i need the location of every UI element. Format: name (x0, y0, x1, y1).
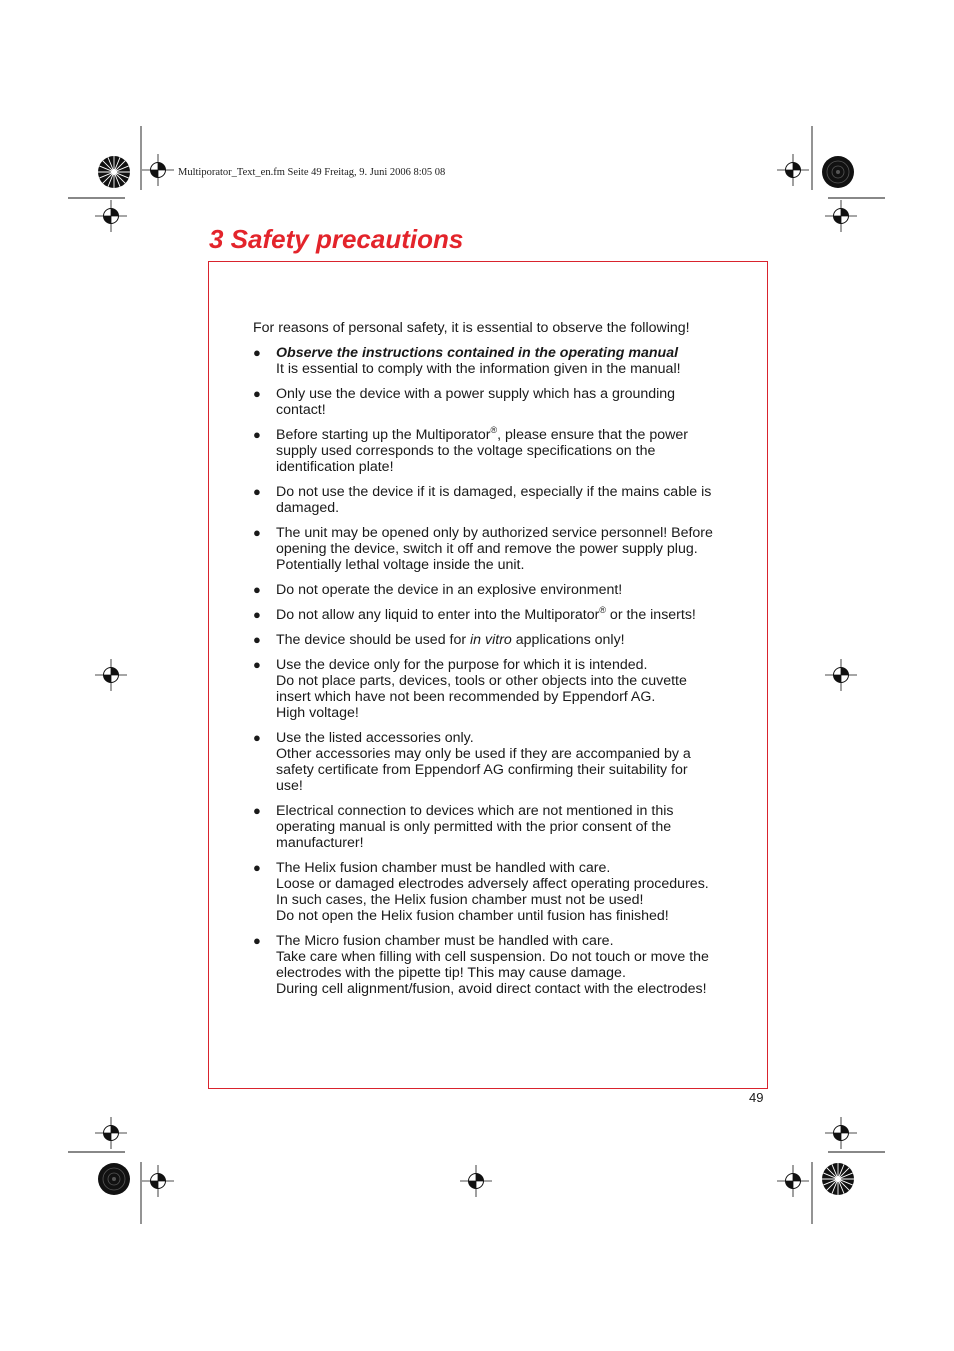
intro-text: For reasons of personal safety, it is essential to observe the following! (253, 320, 690, 336)
bullet-icon: ● (253, 730, 261, 745)
list-item (253, 345, 725, 377)
print-header-file-info: Multiporator_Text_en.fm Seite 49 Freitag, 9. Juni 2006 8:05 08 (178, 167, 446, 178)
item-line: insert which have not been recommended by Eppendorf AG. (276, 689, 656, 705)
item-line: supply used corresponds to the voltage specifications on the (276, 443, 656, 459)
item-text: Do not allow any liquid to enter into the Multiporator (276, 607, 600, 623)
bullet-icon: ● (253, 803, 261, 818)
bullet-icon: ● (253, 525, 261, 540)
page-title: 3 Safety precautions (209, 224, 464, 254)
list-item (253, 484, 725, 516)
item-line: Electrical connection to devices which are not mentioned in this (276, 803, 674, 819)
item-line: The Micro fusion chamber must be handled with care. (276, 933, 614, 949)
item-line: In such cases, the Helix fusion chamber must not be used! (276, 892, 644, 908)
item-line: Do not place parts, devices, tools or other objects into the cuvette (276, 673, 687, 689)
list-item (253, 427, 725, 475)
item-text: Before starting up the Multiporator (276, 427, 491, 443)
item-line: safety certificate from Eppendorf AG confirming their suitability for (276, 762, 688, 778)
bullet-icon: ● (253, 860, 261, 875)
item-line: Do not operate the device in an explosive environment! (276, 582, 623, 598)
item-line (276, 427, 725, 443)
item-line: use! (276, 778, 303, 794)
bullet-icon: ● (253, 582, 261, 597)
list-item (253, 657, 725, 721)
list-item (253, 525, 725, 573)
item-text: The device should be used for (276, 632, 471, 648)
bullet-icon: ● (253, 657, 261, 672)
item-line: opening the device, switch it off and remove the power supply plug. (276, 541, 698, 557)
item-line: damaged. (276, 500, 340, 516)
item-line: Use the listed accessories only. (276, 730, 474, 746)
item-line: During cell alignment/fusion, avoid direct contact with the electrodes! (276, 981, 707, 997)
bullet-icon: ● (253, 484, 261, 499)
bullet-icon: ● (253, 632, 261, 647)
bullet-icon: ● (253, 933, 261, 948)
item-line: Do not open the Helix fusion chamber until fusion has finished! (276, 908, 669, 924)
list-item (253, 730, 725, 794)
item-text: , please ensure that the power (497, 427, 689, 443)
item-line: Only use the device with a power supply which has a grounding (276, 386, 676, 402)
item-line (276, 632, 725, 648)
list-item (253, 803, 725, 851)
item-line: identification plate! (276, 459, 394, 475)
item-line: High voltage! (276, 705, 359, 721)
item-text: or the inserts! (605, 607, 696, 623)
list-item (253, 607, 725, 623)
bullet-icon: ● (253, 607, 261, 622)
item-line: operating manual is only permitted with the prior consent of the (276, 819, 672, 835)
bullet-icon: ● (253, 345, 261, 360)
item-line: Take care when filling with cell suspension. Do not touch or move the (276, 949, 709, 965)
bullet-icon: ● (253, 386, 261, 401)
item-line: Do not use the device if it is damaged, especially if the mains cable is (276, 484, 712, 500)
item-line: Other accessories may only be used if they are accompanied by a (276, 746, 691, 762)
item-line: Potentially lethal voltage inside the unit. (276, 557, 525, 573)
list-item (253, 860, 725, 924)
item-line: The Helix fusion chamber must be handled with care. (276, 860, 611, 876)
bullet-icon: ● (253, 427, 261, 442)
registered-mark: ® (599, 605, 606, 615)
item-heading: Observe the instructions contained in the operating manual (276, 345, 679, 361)
item-line: electrodes with the pipette tip! This may cause damage. (276, 965, 626, 981)
item-line: manufacturer! (276, 835, 364, 851)
registered-mark: ® (490, 425, 498, 435)
safety-content (253, 320, 725, 1006)
item-line: It is essential to comply with the information given in the manual! (276, 361, 681, 377)
item-line: Loose or damaged electrodes adversely affect operating procedures. (276, 876, 709, 892)
item-text: applications only! (511, 632, 625, 648)
item-line: Use the device only for the purpose for which it is intended. (276, 657, 648, 673)
page-number: 49 (749, 1090, 764, 1105)
safety-list (253, 345, 725, 997)
list-item (253, 582, 725, 598)
list-item (253, 632, 725, 648)
item-line: contact! (276, 402, 326, 418)
list-item (253, 933, 725, 997)
list-item (253, 386, 725, 418)
item-line: The unit may be opened only by authorized service personnel! Before (276, 525, 713, 541)
item-line (276, 607, 725, 623)
item-italic-text: in vitro (470, 632, 512, 648)
